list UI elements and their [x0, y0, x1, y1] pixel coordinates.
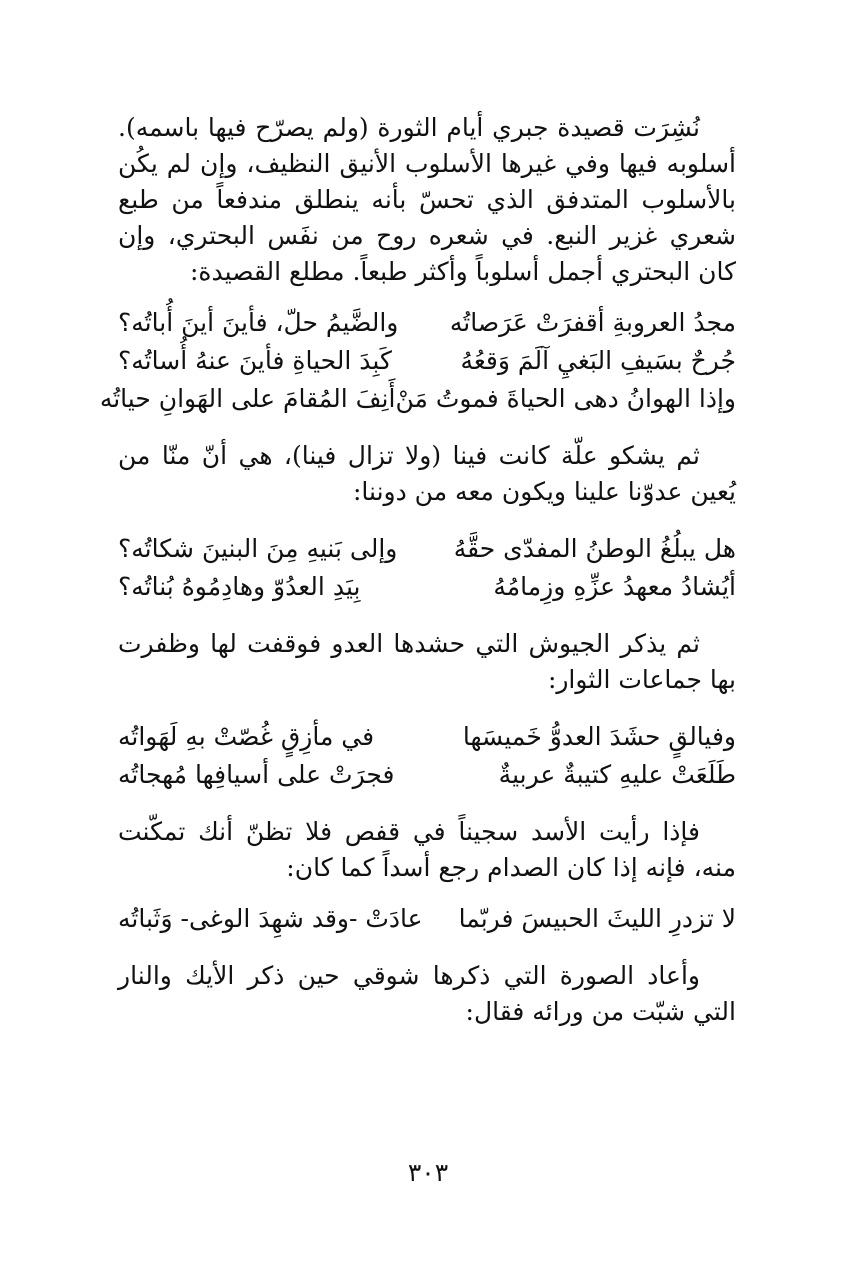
verse-line [118, 304, 736, 342]
paragraph-line: بها جماعات الثوار: [547, 665, 736, 694]
verse-first-hemistich: طَلَعَتْ عليهِ كتيبةٌ عربيةٌ [498, 760, 736, 789]
verse-first-hemistich: مجدُ العروبةِ أقفرَتْ عَرَصاتُه [449, 308, 736, 337]
paragraph-line: ثم يشكو علّة كانت فينا (ولا تزال فينا)، هي أنّ منّا من يُعين [118, 441, 736, 506]
verse-second-hemistich: أَنِفَ المُقامَ على الهَوانِ حياتُه [99, 384, 396, 413]
verse-line [99, 380, 736, 418]
paragraph-line: غزير النبع. في شعره روح من نفَس البحتري، وإن كان البحتري [118, 221, 736, 286]
paragraph-line: عدوّنا علينا ويكون معه من دوننا: [352, 477, 683, 506]
paragraph-line: شبّت من ورائه فقال: [465, 997, 686, 1026]
verse-first-hemistich: أيُشادُ معهدُ عزِّهِ وزِمامُهُ [493, 572, 736, 601]
verse-line [118, 718, 736, 756]
verse-line [118, 342, 736, 380]
paragraph-line: أجمل أسلوباً وأكثر طبعاً. مطلع القصيدة: [190, 257, 604, 286]
verse-second-hemistich: في مأزِقٍ غُصّتْ بهِ لَهَواتُه [118, 722, 375, 751]
verse-first-hemistich: وفيالقٍ حشَدَ العدوُّ خَميسَها [462, 722, 736, 751]
verse-second-hemistich: والضَّيمُ حلّ، فأينَ أينَ أُباتُه؟ [118, 308, 399, 337]
verse-first-hemistich: هل يبلُغُ الوطنُ المفدّى حقَّهُ [453, 534, 736, 563]
paragraph-line: نُشِرَت قصيدة جبري أيام الثورة (ولم يصرّح فيها باسمه). [118, 113, 700, 142]
paragraph-complaint [118, 438, 736, 510]
page-body [99, 110, 736, 1030]
paragraph-line: فإنه إذا كان الصدام رجع أسداً كما كان: [286, 853, 686, 882]
paragraph-armies [118, 626, 736, 698]
verse-second-hemistich: بِيَدِ العدُوّ وهادِمُوهُ بُناتُه؟ [118, 572, 361, 601]
verse-line [118, 900, 736, 938]
verse-first-hemistich: لا تزدرِ الليثَ الحبيسَ فربّما [458, 904, 736, 933]
paragraph-line: وأعاد الصورة التي ذكرها شوقي حين ذكر الأيك والنار التي [118, 961, 736, 1026]
paragraph-line: أسلوبه فيها وفي غيرها الأسلوب الأنيق النظيف، وإن لم يكُن [118, 149, 736, 178]
verse-second-hemistich: كَبِدَ الحياةِ فأينَ عنهُ أُساتُه؟ [118, 346, 392, 375]
verse-second-hemistich: عادَتْ -وقد شهِدَ الوغى- وَثَباتُه [118, 904, 423, 933]
paragraph-line: فإذا رأيت الأسد سجيناً في قفص فلا تظنّ أنك تمكّنت منه، [118, 817, 736, 882]
verse-first-hemistich: جُرحٌ بسَيفِ البَغيِ آلَمَ وَقعُهُ [460, 346, 736, 375]
verse-line [118, 530, 736, 568]
paragraph-lion [118, 814, 736, 886]
verse-line [118, 568, 736, 606]
paragraph-line: ثم يذكر الجيوش التي حشدها العدو فوقفت لها وظفرت [118, 629, 700, 658]
page-number: ٣٠٣ [407, 1158, 449, 1187]
verse-first-hemistich: وإذا الهوانُ دهى الحياةَ فموتُ مَنْ [395, 384, 736, 413]
verse-second-hemistich: فجرَتْ على أسيافِها مُهجاتُه [118, 760, 395, 789]
verse-second-hemistich: وإلى بَنيهِ مِنَ البنينَ شكاتُه؟ [118, 534, 398, 563]
paragraph-line: بالأسلوب المتدفق الذي تحسّ بأنه ينطلق مندفعاً من طبع شعري [118, 185, 736, 250]
paragraph-shawqi [118, 958, 736, 1030]
paragraph-intro [118, 110, 736, 290]
verse-line [118, 756, 736, 794]
